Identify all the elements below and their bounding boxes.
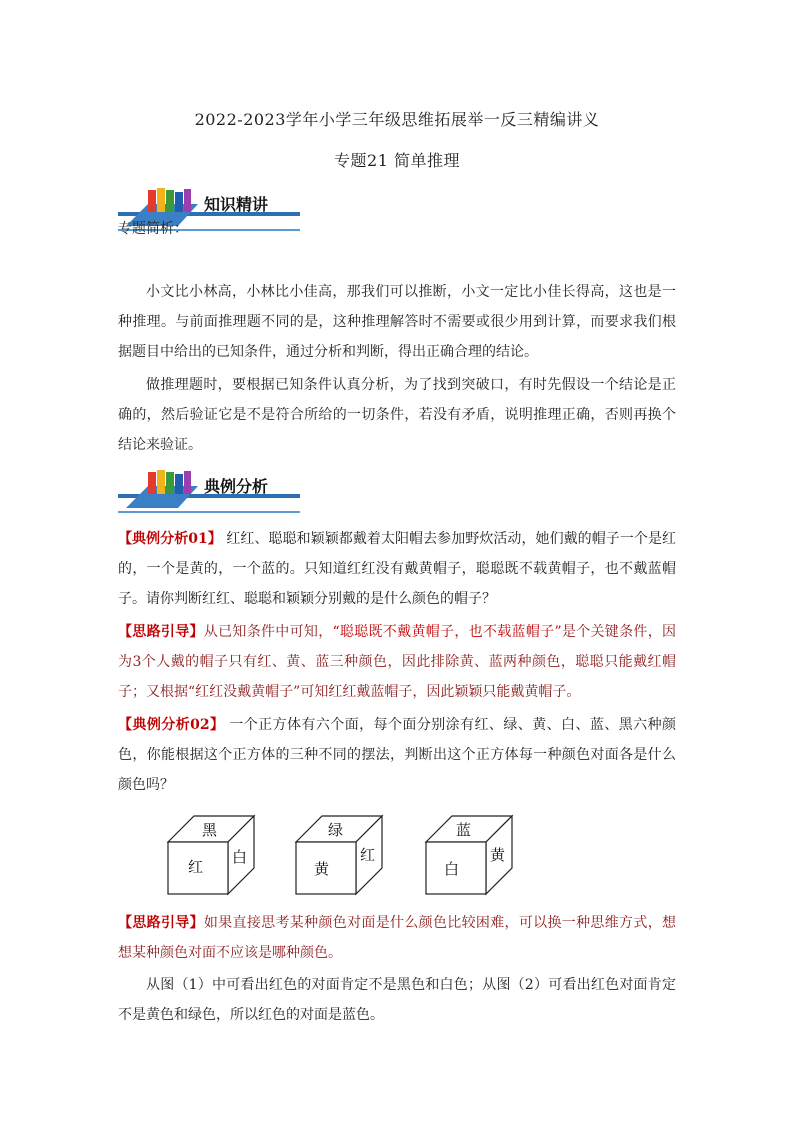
intro-paragraph-1: 小文比小林高，小林比小佳高，那我们可以推断，小文一定比小佳长得高，这也是一种推理。与前面推理题不同的是，这种推理解答时不需要或很少用到计算，而要求我们根据题目中给出的已知条件，通过分析和判断，得出正确合理的结论。 xyxy=(118,284,676,360)
example-1-hint xyxy=(118,617,676,707)
hint-text-b: 是个关键条件，因为3个人戴的帽子只有红、黄、蓝三种颜色，因此排除黄、蓝两种颜色，聪聪只能戴红帽子；又根据“红红没戴黄帽子”可知红红戴蓝帽子，因此颖颖只能戴黄帽子。 xyxy=(118,624,677,700)
cube-3-front-label: 白 xyxy=(444,860,460,878)
example-2 xyxy=(118,710,676,800)
cube-1-top-label: 黑 xyxy=(202,821,218,839)
cube-2-front-label: 黄 xyxy=(314,860,330,878)
example-2-tag: 【典例分析02】 xyxy=(118,717,225,733)
hint-quote: “聪聪既不戴黄帽子，也不载蓝帽子” xyxy=(332,624,562,640)
section-banner-example xyxy=(118,468,300,514)
intro-label: 专题简析： xyxy=(118,221,188,237)
banner-label: 典例分析 xyxy=(204,477,269,496)
example-2-text: 一个正方体有六个面，每个面分别涂有红、绿、黄、白、蓝、黑六种颜色，你能根据这个正方体的三种不同的摆法，判断出这个正方体每一种颜色对面各是什么颜色吗？ xyxy=(118,717,677,793)
document-title: 2022-2023学年小学三年级思维拓展举一反三精编讲义 xyxy=(194,110,600,129)
hint-text: 如果直接思考某种颜色对面是什么颜色比较困难，可以换一种思维方式，想想某种颜色对面不应该是哪种颜色。 xyxy=(118,915,677,961)
example-2-hint xyxy=(118,908,676,968)
cube-1-front-label: 红 xyxy=(188,858,204,876)
cube-figure-1 xyxy=(166,810,256,896)
banner-label: 知识精讲 xyxy=(204,195,269,214)
example-2-paragraph: 从图（1）中可看出红色的对面肯定不是黑色和白色；从图（2）可看出红色对面肯定不是黄色和绿色，所以红色的对面是蓝色。 xyxy=(118,977,676,1023)
cube-2-side-label: 红 xyxy=(360,846,376,864)
cube-figure-3 xyxy=(424,810,514,896)
cube-3-side-label: 黄 xyxy=(490,846,506,864)
example-1-tag: 【典例分析01】 xyxy=(118,531,222,547)
hint-tag: 【思路引导】 xyxy=(118,624,204,640)
example-1 xyxy=(118,524,676,614)
example-1-text: 红红、聪聪和颖颖都戴着太阳帽去参加野炊活动，她们戴的帽子一个是红的，一个是黄的，一个蓝的。只知道红红没有戴黄帽子，聪聪既不载黄帽子，也不戴蓝帽子。请你判断红红、聪聪和颖颖分别戴的是什么颜色的帽子？ xyxy=(118,531,676,607)
cube-figure-2 xyxy=(294,810,384,896)
hint-text-a: 从已知条件中可知， xyxy=(203,624,333,640)
document-subtitle: 专题21 简单推理 xyxy=(334,151,460,170)
hint-tag: 【思路引导】 xyxy=(118,915,204,931)
cube-2-top-label: 绿 xyxy=(328,821,344,839)
cube-1-side-label: 白 xyxy=(232,848,248,866)
intro-paragraph-2: 做推理题时，要根据已知条件认真分析，为了找到突破口，有时先假设一个结论是正确的，然后验证它是不是符合所给的一切条件，若没有矛盾，说明推理正确，否则再换个结论来验证。 xyxy=(118,377,676,453)
cube-3-top-label: 蓝 xyxy=(456,821,472,839)
